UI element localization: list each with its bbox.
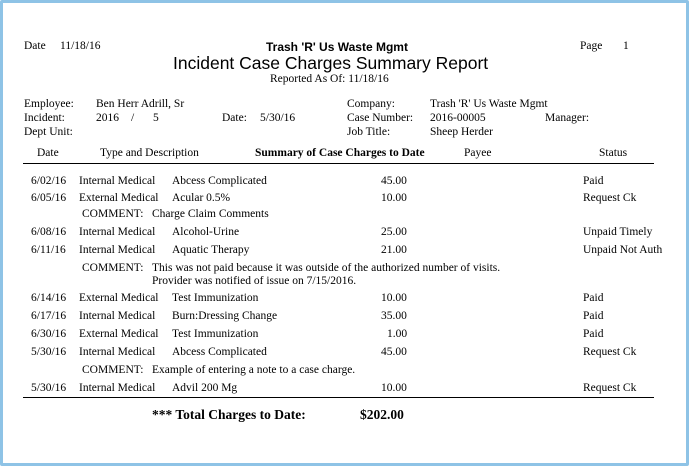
- page-label: Page: [580, 40, 603, 52]
- header-date-label: Date: [24, 40, 46, 52]
- row-date: 6/11/16: [31, 244, 66, 256]
- row-status: Unpaid Not Auth: [583, 244, 663, 256]
- dept-unit-label: Dept Unit:: [24, 126, 73, 138]
- row-type: External Medical: [79, 192, 159, 204]
- comment-text: Charge Claim Comments: [152, 208, 269, 220]
- row-status: Request Ck: [583, 192, 637, 204]
- company-name: Trash 'R' Us Waste Mgmt: [266, 40, 408, 54]
- row-type: External Medical: [79, 292, 159, 304]
- comment-text: Provider was notified of issue on 7/15/2016.: [152, 275, 357, 287]
- row-date: 6/02/16: [31, 175, 67, 187]
- row-description: Alcohol-Urine: [172, 226, 240, 238]
- row-status: Request Ck: [583, 346, 637, 358]
- job-title-label: Job Title:: [347, 126, 391, 138]
- row-amount: 25.00: [381, 226, 407, 238]
- row-date: 5/30/16: [31, 346, 67, 358]
- column-header-summary: Summary of Case Charges to Date: [255, 147, 425, 159]
- row-status: Paid: [583, 175, 604, 187]
- total-divider: [23, 397, 654, 398]
- total-value: $202.00: [360, 407, 404, 422]
- row-date: 6/14/16: [31, 292, 67, 304]
- incident-label: Incident:: [24, 112, 65, 124]
- incident-separator: /: [131, 112, 135, 124]
- employee-label: Employee:: [24, 98, 74, 110]
- row-status: Paid: [583, 328, 604, 340]
- column-header-payee: Payee: [464, 147, 492, 159]
- manager-label: Manager:: [545, 112, 590, 124]
- column-header-type: Type and Description: [100, 147, 199, 159]
- row-amount: 45.00: [381, 346, 407, 358]
- row-amount: 35.00: [381, 310, 407, 322]
- comment-label: COMMENT:: [82, 364, 144, 376]
- comment-text: This was not paid because it was outside of the authorized number of visits.: [152, 262, 501, 274]
- row-description: Aquatic Therapy: [172, 244, 250, 256]
- row-status: Request Ck: [583, 382, 637, 394]
- row-status: Paid: [583, 292, 604, 304]
- reported-as-of: Reported As Of: 11/18/16: [270, 73, 389, 85]
- incident-year: 2016: [96, 112, 119, 124]
- row-amount: 21.00: [381, 244, 407, 256]
- row-type: Internal Medical: [79, 226, 156, 238]
- employee-value: Ben Herr Adrill, Sr: [96, 98, 185, 110]
- row-description: Advil 200 Mg: [172, 382, 238, 394]
- column-header-status: Status: [599, 147, 628, 159]
- company-label: Company:: [347, 98, 395, 110]
- row-status: Paid: [583, 310, 604, 322]
- row-type: Internal Medical: [79, 244, 156, 256]
- page-number: 1: [623, 40, 629, 52]
- row-description: Test Immunization: [172, 328, 259, 340]
- row-amount: 10.00: [381, 382, 407, 394]
- row-description: Burn:Dressing Change: [172, 310, 278, 322]
- row-amount: 1.00: [387, 328, 408, 340]
- header-date-value: 11/18/16: [60, 40, 101, 52]
- incident-date-label: Date:: [222, 112, 247, 124]
- row-amount: 45.00: [381, 175, 407, 187]
- incident-number: 5: [153, 112, 159, 124]
- row-description: Acular 0.5%: [172, 192, 231, 204]
- comment-label: COMMENT:: [82, 208, 144, 220]
- row-type: Internal Medical: [79, 175, 156, 187]
- row-type: Internal Medical: [79, 310, 156, 322]
- comment-label: COMMENT:: [82, 262, 144, 274]
- row-date: 6/08/16: [31, 226, 67, 238]
- case-number-label: Case Number:: [347, 112, 414, 124]
- row-description: Abcess Complicated: [172, 346, 267, 358]
- row-date: 6/17/16: [31, 310, 67, 322]
- header-divider: [23, 163, 654, 164]
- row-description: Abcess Complicated: [172, 175, 267, 187]
- case-number-value: 2016-00005: [430, 112, 486, 124]
- report-title: Incident Case Charges Summary Report: [173, 53, 489, 73]
- column-header-date: Date: [37, 147, 59, 159]
- row-date: 5/30/16: [31, 382, 67, 394]
- incident-date-value: 5/30/16: [260, 112, 296, 124]
- row-date: 6/30/16: [31, 328, 67, 340]
- row-type: Internal Medical: [79, 346, 156, 358]
- row-description: Test Immunization: [172, 292, 259, 304]
- job-title-value: Sheep Herder: [430, 126, 493, 138]
- row-amount: 10.00: [381, 192, 407, 204]
- total-label: *** Total Charges to Date:: [152, 407, 306, 422]
- row-date: 6/05/16: [31, 192, 67, 204]
- row-type: External Medical: [79, 328, 159, 340]
- comment-text: Example of entering a note to a case charge.: [152, 364, 356, 376]
- row-amount: 10.00: [381, 292, 407, 304]
- row-type: Internal Medical: [79, 382, 156, 394]
- row-status: Unpaid Timely: [583, 226, 653, 238]
- company-value: Trash 'R' Us Waste Mgmt: [430, 98, 548, 110]
